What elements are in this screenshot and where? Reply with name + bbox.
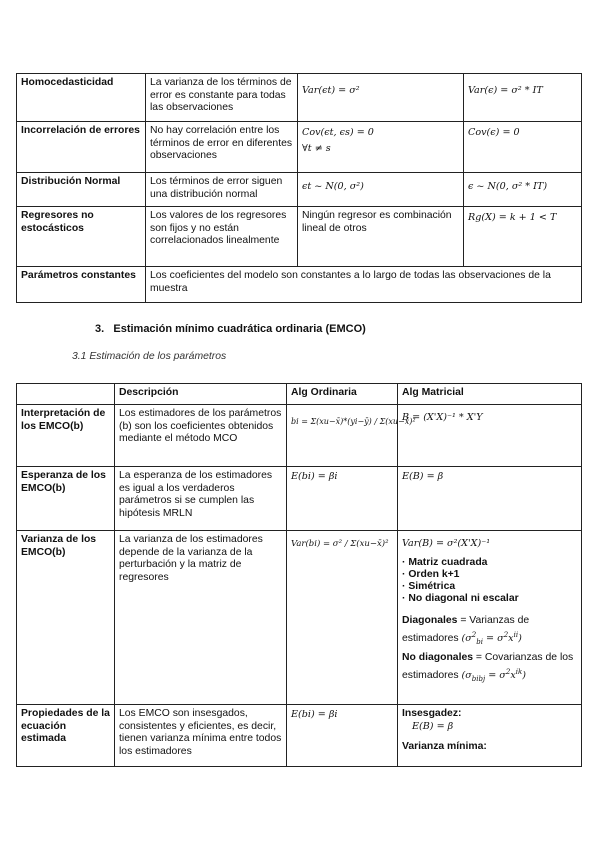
alg-ordinaria-cell xyxy=(287,405,416,467)
diagonals-text: = Varianzas de estimadores xyxy=(402,614,530,644)
varianza-minima-label: Varianza mínima: xyxy=(402,741,487,752)
alg-matricial-cell xyxy=(464,74,582,122)
table-row xyxy=(17,74,582,122)
list-item: · Matriz cuadrada xyxy=(402,556,488,568)
alg-ordinaria-cell xyxy=(298,173,464,207)
row-description: Los EMCO son insesgados, consistentes y eficientes, es decir, tienen varianza mínima entre todos los estimadores xyxy=(115,705,287,767)
formula: Var(ϵt) = σ² xyxy=(302,85,360,96)
row-description: Los valores de los regresores son fijos y no están correlacionados linealmente xyxy=(146,207,298,267)
alg-matricial-cell xyxy=(398,467,582,531)
alg-ordinaria-cell xyxy=(298,122,464,173)
table-row xyxy=(17,207,582,267)
formula: Cov(ϵ) = 0 xyxy=(468,127,520,138)
formula: E(B) = β xyxy=(402,471,444,482)
formula: E(B) = β xyxy=(412,720,454,732)
column-header: Alg Ordinaria xyxy=(287,384,398,405)
row-name: Interpretación de los EMCO(b) xyxy=(17,405,115,467)
table-row xyxy=(17,405,582,467)
diagonals-label: Diagonales xyxy=(402,614,458,626)
alg-ordinaria-cell xyxy=(287,705,398,767)
formula: ∀t ≠ s xyxy=(302,142,331,154)
diagonals-note: Diagonales = Varianzas de estimadores $(\sigma^2_{bi} = \sigma^2x^{ii})$ xyxy=(402,614,530,646)
formula: B = (X'X)⁻¹ * X'Y xyxy=(402,412,483,423)
alg-matricial-cell xyxy=(464,122,582,173)
matrix-properties-list xyxy=(402,557,577,605)
table-row xyxy=(17,531,582,705)
row-name: Varianza de los EMCO(b) xyxy=(17,531,115,705)
emco-table xyxy=(16,383,582,767)
row-name: Parámetros constantes xyxy=(17,267,146,303)
table-row xyxy=(17,122,582,173)
table-row xyxy=(17,267,582,303)
row-name: Esperanza de los EMCO(b) xyxy=(17,467,115,531)
formula: Cov(ϵt, ϵs) = 0 xyxy=(302,127,374,138)
formula: bi = Σ(xu−x̄)*(yi−ȳ) / Σ(xu−x̄)² xyxy=(291,417,416,426)
table-row xyxy=(17,467,582,531)
formula: ϵ ~ N(0, σ² * IT) xyxy=(468,181,548,192)
alg-matricial-cell xyxy=(398,705,582,767)
alg-matricial-cell xyxy=(398,405,582,467)
row-description: La varianza de los términos de error es constante para todas las observaciones xyxy=(146,74,298,122)
alg-matricial-cell xyxy=(464,173,582,207)
table-row xyxy=(17,173,582,207)
section-number: 3. xyxy=(95,323,105,335)
off-diagonals-label: No diagonales xyxy=(402,651,474,663)
formula: Var(B) = σ²(X'X)⁻¹ xyxy=(402,538,491,549)
section-heading xyxy=(95,323,366,335)
alg-matricial-cell xyxy=(398,531,582,705)
off-diagonals-note: No diagonales = Covarianzas de los estimadores $(\sigma_{bibj} = \sigma^2x^{ik})$ xyxy=(402,651,574,683)
off-diagonals-text: = Covarianzas de los estimadores xyxy=(402,651,574,681)
formula: Rg(X) = k + 1 < T xyxy=(468,212,557,223)
formula: Var(ϵ) = σ² * IT xyxy=(468,85,543,96)
formula: E(bi) = βi xyxy=(291,471,338,482)
list-item: · No diagonal ni escalar xyxy=(402,592,519,604)
list-item: · Orden k+1 xyxy=(402,568,460,580)
table-row xyxy=(17,705,582,767)
assumptions-table xyxy=(16,73,582,303)
table-header-row xyxy=(17,384,582,405)
section-title: Estimación mínimo cuadrática ordinaria (EMCO) xyxy=(113,323,366,335)
row-description: No hay correlación entre los términos de error en diferentes observaciones xyxy=(146,122,298,173)
alg-matricial-cell xyxy=(464,207,582,267)
column-header: Alg Matricial xyxy=(398,384,582,405)
alg-ordinaria-cell xyxy=(287,467,398,531)
formula: ϵt ~ N(0, σ²) xyxy=(302,181,364,192)
row-description: Los estimadores de los parámetros (b) son los coeficientes obtenidos mediante el método MCO xyxy=(115,405,287,467)
row-description: La esperanza de los estimadores es igual a los verdaderos parámetros si se cumplen las hipótesis MRLN xyxy=(115,467,287,531)
subsection-heading: 3.1 Estimación de los parámetros xyxy=(72,351,227,362)
row-description: Los coeficientes del modelo son constantes a lo largo de todas las observaciones de la muestra xyxy=(146,267,582,303)
column-header: Descripción xyxy=(115,384,287,405)
formula: E(bi) = βi xyxy=(291,709,338,720)
row-name: Propiedades de la ecuación estimada xyxy=(17,705,115,767)
column-header xyxy=(17,384,115,405)
alg-ordinaria-cell xyxy=(287,531,398,705)
formula: Var(bi) = σ² / Σ(xu−x̄)² xyxy=(291,539,389,549)
row-name: Homocedasticidad xyxy=(17,74,146,122)
row-name: Incorrelación de errores xyxy=(17,122,146,173)
row-description: Los términos de error siguen una distribución normal xyxy=(146,173,298,207)
row-name: Distribución Normal xyxy=(17,173,146,207)
row-condition: Ningún regresor es combinación lineal de otros xyxy=(298,207,464,267)
alg-ordinaria-cell xyxy=(298,74,464,122)
list-item: · Simétrica xyxy=(402,580,456,592)
row-name: Regresores no estocásticos xyxy=(17,207,146,267)
row-description: La varianza de los estimadores depende de la varianza de la perturbación y la matriz de regresores xyxy=(115,531,287,705)
insesgadez-label: Insesgadez: xyxy=(402,708,462,719)
